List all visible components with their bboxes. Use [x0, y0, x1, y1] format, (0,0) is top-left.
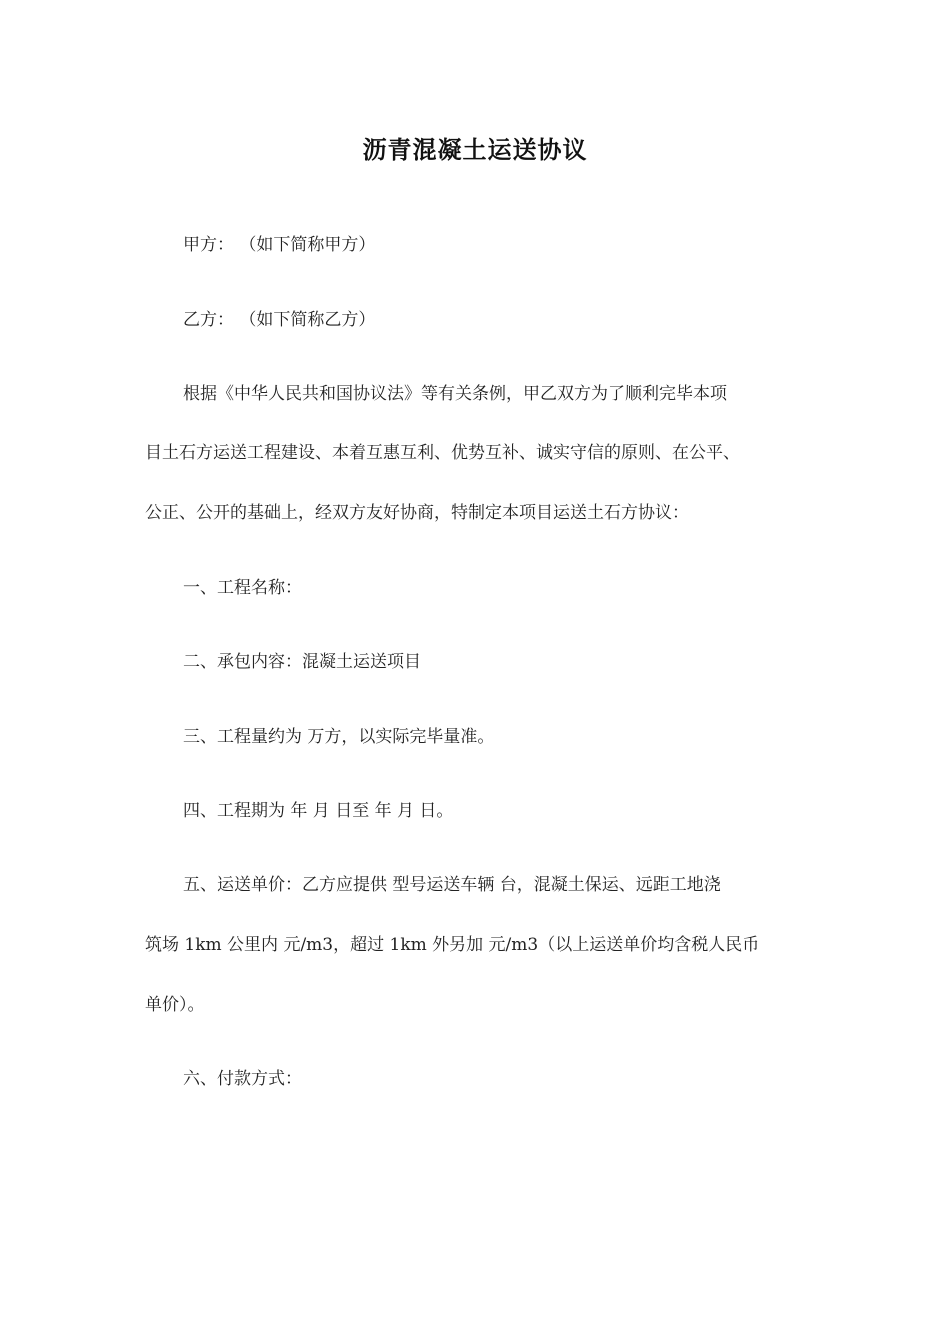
party-a-line: 甲方： （如下简称甲方） — [183, 235, 376, 255]
clause-2: 二、承包内容：混凝土运送项目 — [183, 652, 421, 672]
clause-5-line-1: 五、运送单价：乙方应提供 型号运送车辆 台，混凝土保运、远距工地浇 — [183, 875, 721, 895]
clause-4: 四、工程期为 年 月 日至 年 月 日。 — [183, 801, 454, 821]
clause-3: 三、工程量约为 万方，以实际完毕量准。 — [183, 727, 495, 747]
clause-5-line-3: 单价）。 — [145, 995, 205, 1015]
clause-5-line-2: 筑场 1km 公里内 元/m3，超过 1km 外另加 元/m3（以上运送单价均含税人民币 — [145, 935, 760, 955]
preamble-line-3: 公正、公开的基础上，经双方友好协商，特制定本项目运送土石方协议： — [145, 503, 689, 523]
clause-6: 六、付款方式： — [183, 1069, 302, 1089]
document-title: 沥青混凝土运送协议 — [362, 135, 588, 164]
clause-1: 一、工程名称： — [183, 578, 302, 598]
preamble-line-2: 目土石方运送工程建设、本着互惠互利、优势互补、诚实守信的原则、在公平、 — [145, 443, 740, 463]
party-b-line: 乙方： （如下简称乙方） — [183, 310, 376, 330]
preamble-line-1: 根据《中华人民共和国协议法》等有关条例，甲乙双方为了顺利完毕本项 — [183, 384, 727, 404]
